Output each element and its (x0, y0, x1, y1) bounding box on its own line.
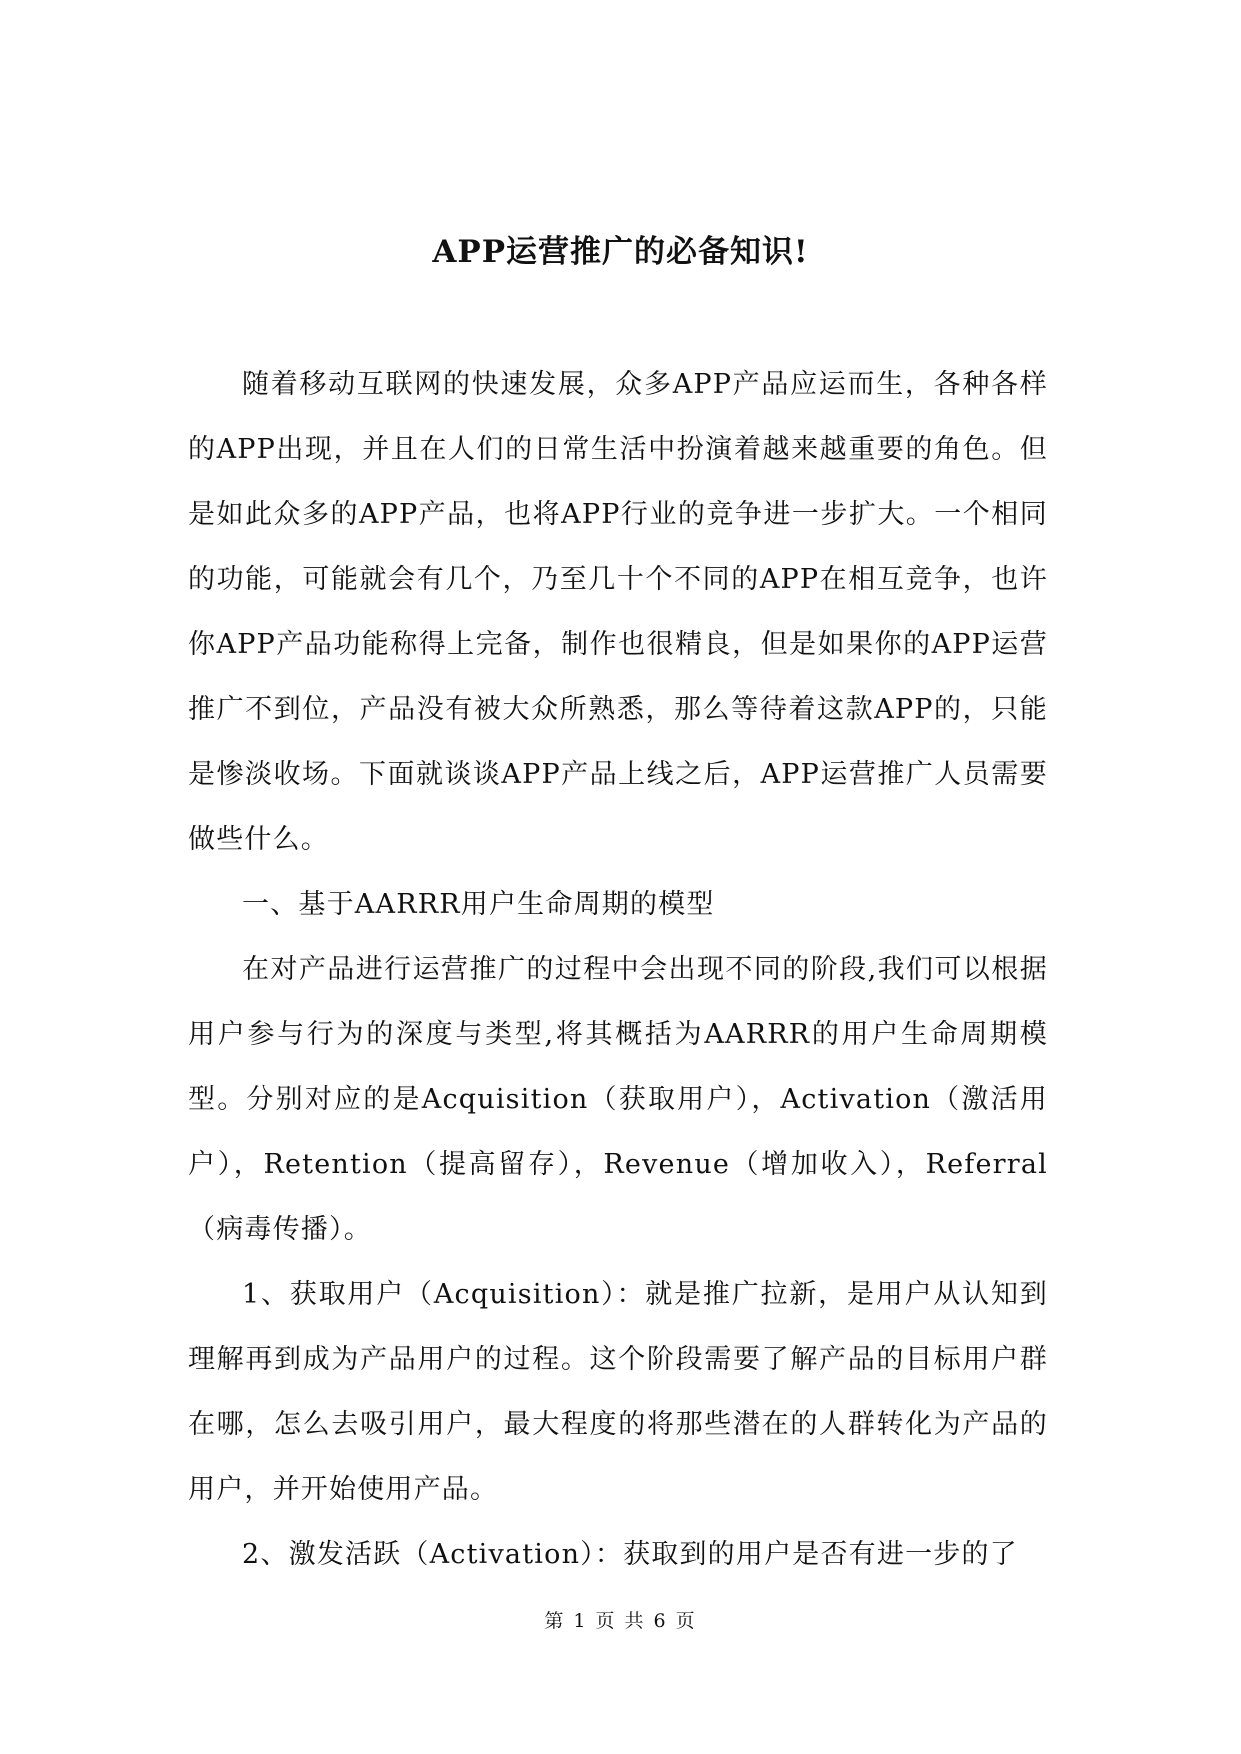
paragraph-activation: 2、激发活跃（Activation）：获取到的用户是否有进一步的了 (242, 1539, 1018, 1570)
paragraph-aarrr-model: 在对产品进行运营推广的过程中会出现不同的阶段,我们可以根据用户参与行为的深度与类型,将其概括为AARRR的用户生命周期模型。分别对应的是Acquisition（获取用户），Activation（激活用户），Retention（提高留存），Revenue（增加收入），Referral（病毒传播）。 (188, 954, 1048, 1245)
section-heading-aarrr: 一、基于AARRR用户生命周期的模型 (242, 889, 715, 920)
page-footer: 第 1 页 共 6 页 (544, 1610, 697, 1632)
paragraph-acquisition: 1、获取用户（Acquisition）：就是推广拉新，是用户从认知到理解再到成为产品用户的过程。这个阶段需要了解产品的目标用户群在哪，怎么去吸引用户，最大程度的将那些潜在的人群转化为产品的用户，并开始使用产品。 (188, 1279, 1048, 1505)
document-body (188, 352, 1048, 1587)
paragraph-intro: 随着移动互联网的快速发展，众多APP产品应运而生，各种各样的APP出现，并且在人们的日常生活中扮演着越来越重要的角色。但是如此众多的APP产品，也将APP行业的竞争进一步扩大。一个相同的功能，可能就会有几个，乃至几十个不同的APP在相互竞争，也许你APP产品功能称得上完备，制作也很精良，但是如果你的APP运营推广不到位，产品没有被大众所熟悉，那么等待着这款APP的，只能是惨淡收场。下面就谈谈APP产品上线之后，APP运营推广人员需要做些什么。 (188, 369, 1048, 855)
document-title: APP运营推广的必备知识! (432, 234, 809, 270)
